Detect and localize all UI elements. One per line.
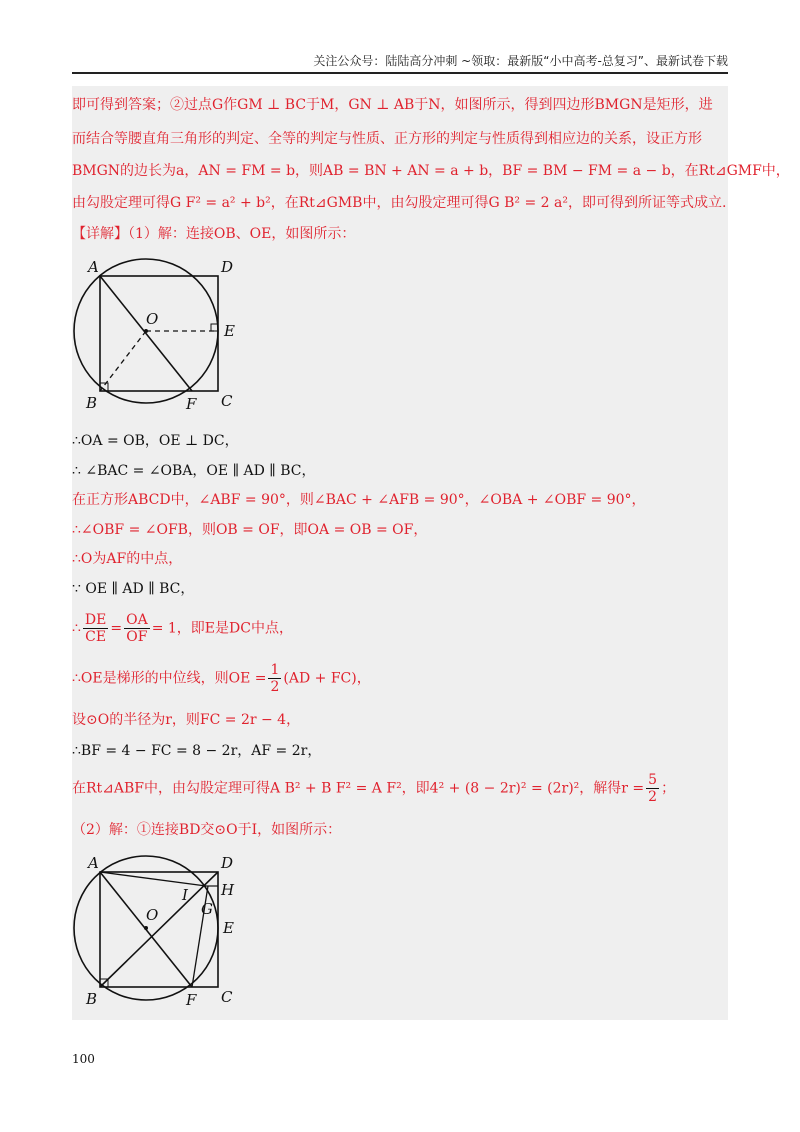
fraction-one-half-denominator: 2 bbox=[270, 679, 280, 695]
center-point-o-2 bbox=[144, 926, 148, 930]
detail-tag: 【详解】 bbox=[72, 226, 128, 242]
detail-heading bbox=[72, 224, 355, 244]
label-o-2: O bbox=[146, 906, 159, 924]
step-1: ∴OA = OB，OE ⊥ DC， bbox=[72, 433, 239, 449]
center-point-o-1 bbox=[144, 329, 148, 333]
figure-2-diagram bbox=[68, 850, 248, 1010]
fraction-de-ce-denominator: CE bbox=[85, 629, 107, 645]
label-g: G bbox=[201, 900, 213, 918]
step-6: ∵ OE ∥ AD ∥ BC， bbox=[72, 581, 195, 597]
intro-line-1: 即可得到答案；②过点G作GM ⊥ BC于M，GN ⊥ AB于N，如图所示，得到四边形BMGN是矩形，进 bbox=[72, 97, 713, 113]
step-5: ∴O为AF的中点， bbox=[72, 551, 183, 567]
step-11 bbox=[72, 772, 675, 805]
header-rule bbox=[72, 72, 728, 74]
label-o-1: O bbox=[146, 310, 159, 328]
step-4: ∴∠OBF = ∠OFB，则OB = OF，即OA = OB = OF， bbox=[72, 522, 428, 538]
fraction-five-halves bbox=[646, 772, 659, 805]
figure-1-diagram bbox=[68, 256, 248, 416]
step-7-prefix: ∴ bbox=[72, 620, 81, 637]
step-2: ∴ ∠BAC = ∠OBA，OE ∥ AD ∥ BC， bbox=[72, 463, 316, 479]
fraction-oa-of-numerator: OA bbox=[126, 612, 148, 628]
square-abcd-1 bbox=[100, 276, 218, 391]
label-h: H bbox=[221, 881, 235, 899]
step-7: ∴ $\frac{DE}{CE}$ = $\frac{OA}{OF}$ = 1，即E是DC中点， bbox=[72, 612, 293, 645]
part2-heading: （2）解：①连接BD交⊙O于I，如图所示： bbox=[72, 822, 342, 838]
segment-bd bbox=[100, 872, 218, 987]
step-9: 设⊙O的半径为r，则FC = 2r − 4， bbox=[72, 712, 301, 728]
label-b-2: B bbox=[86, 990, 98, 1008]
label-e-2: E bbox=[223, 919, 234, 937]
fraction-de-ce bbox=[83, 612, 108, 645]
part1-heading: （1）解：连接OB、OE，如图所示： bbox=[128, 226, 356, 242]
fraction-one-half bbox=[268, 662, 281, 695]
intro-line-3: BMGN的边长为a，AN = FM = b，则AB = BN + AN = a + b，BF = BM − FM = a − b，在Rt⊿GMF中， bbox=[72, 163, 790, 179]
step-7-suffix: = 1，即E是DC中点， bbox=[151, 620, 293, 637]
step-10: ∴BF = 4 − FC = 8 − 2r，AF = 2r， bbox=[72, 743, 322, 759]
fraction-five-halves-denominator: 2 bbox=[648, 789, 658, 805]
segment-af-1 bbox=[100, 276, 192, 391]
page-number: 100 bbox=[72, 1052, 95, 1066]
intro-line-4: 由勾股定理可得G F² = a² + b²，在Rt⊿GMB中，由勾股定理可得G B² = 2 a²，即可得到所证等式成立. bbox=[72, 195, 727, 211]
fraction-oa-of-denominator: OF bbox=[126, 629, 148, 645]
fraction-oa-of bbox=[124, 612, 150, 645]
label-a-1: A bbox=[88, 258, 99, 276]
label-d-1: D bbox=[221, 258, 234, 276]
segment-ob-dashed bbox=[100, 331, 146, 391]
step-11-prefix: 在Rt⊿ABF中，由勾股定理可得A B² + B F² = A F²，即4² + (8 − 2r)² = (2r)²，解得r = bbox=[72, 780, 645, 797]
label-c-1: C bbox=[221, 392, 233, 410]
fraction-five-halves-numerator: 5 bbox=[648, 772, 658, 788]
step-8-suffix: (AD + FC)， bbox=[283, 670, 371, 687]
step-8 bbox=[72, 662, 371, 695]
step-11-suffix: ； bbox=[661, 780, 676, 797]
label-f-2: F bbox=[186, 991, 197, 1009]
label-i: I bbox=[182, 886, 188, 904]
intro-line-2: 而结合等腰直角三角形的判定、全等的判定与性质、正方形的判定与性质得到相应边的关系，设正方形 bbox=[72, 131, 702, 147]
label-a-2: A bbox=[88, 854, 99, 872]
label-e-1: E bbox=[224, 322, 235, 340]
label-d-2: D bbox=[221, 854, 234, 872]
label-b-1: B bbox=[86, 394, 98, 412]
step-8-prefix: ∴OE是梯形的中位线，则OE = bbox=[72, 670, 267, 687]
page-header: 关注公众号：陆陆高分冲刺 ~领取：最新版“小中高考-总复习”、最新试卷下载 bbox=[313, 54, 728, 68]
fraction-one-half-numerator: 1 bbox=[270, 662, 280, 678]
label-f-1: F bbox=[186, 395, 197, 413]
segment-ai bbox=[100, 872, 206, 886]
label-c-2: C bbox=[221, 988, 233, 1006]
fraction-de-ce-numerator: DE bbox=[84, 612, 107, 628]
step-3: 在正方形ABCD中，∠ABF = 90°，则∠BAC + ∠AFB = 90°，∠OBA + ∠OBF = 90°， bbox=[72, 492, 646, 508]
right-angle-mark-e bbox=[211, 324, 218, 331]
